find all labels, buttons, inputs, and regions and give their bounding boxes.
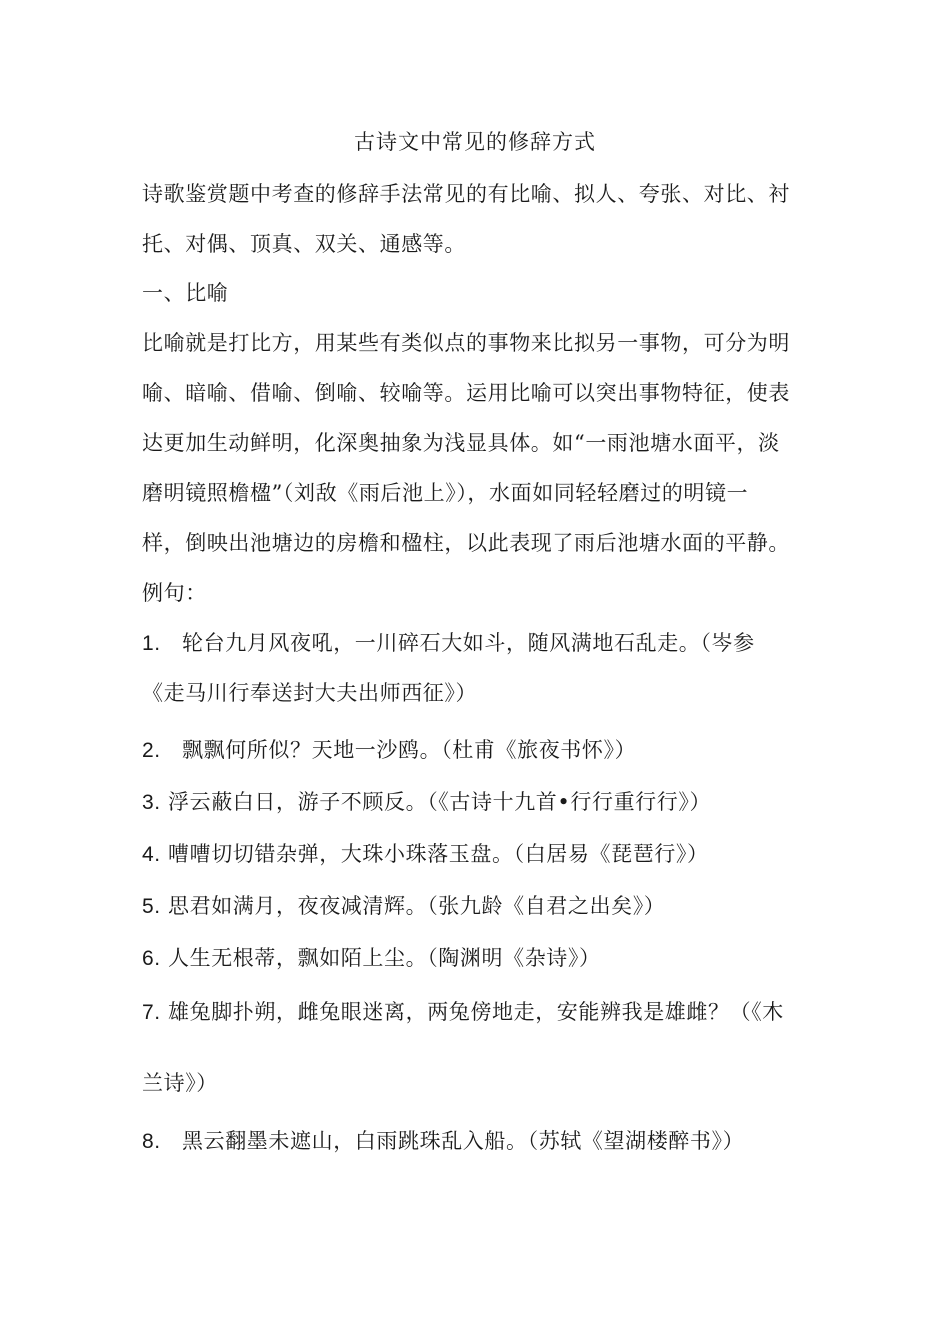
example-text: 飘飘何所似？天地一沙鸥。（杜甫《旅夜书怀》） [182, 738, 637, 762]
example-number: 2. [142, 739, 161, 762]
definition-line-2: 喻、暗喻、借喻、倒喻、较喻等。运用比喻可以突出事物特征，使表 [142, 381, 790, 405]
example-number: 5. [142, 895, 161, 918]
example-item-1 [142, 627, 755, 657]
example-text: 浮云蔽白日，游子不顾反。（《古诗十九首•行行重行行》） [168, 790, 712, 814]
example-number: 3. [142, 791, 161, 814]
example-text: 轮台九月风夜吼，一川碎石大如斗，随风满地石乱走。（岑参 [182, 631, 755, 655]
example-number: 4. [142, 843, 161, 866]
section-heading: 一、比喻 [142, 281, 229, 305]
definition-line-1: 比喻就是打比方，用某些有类似点的事物来比拟另一事物，可分为明 [142, 331, 790, 355]
example-number: 8. [142, 1130, 161, 1153]
page-title: 古诗文中常见的修辞方式 [354, 130, 596, 154]
definition-line-4: 磨明镜照檐楹”（刘敌《雨后池上》），水面如同轻轻磨过的明镜一 [142, 481, 749, 505]
example-number: 1. [142, 632, 161, 655]
example-text: 雄兔脚扑朔，雌兔眼迷离，两兔傍地走，安能辨我是雄雌？（《木 [168, 1000, 784, 1024]
example-item-5 [142, 890, 665, 920]
intro-line-2: 托、对偶、顶真、双关、通感等。 [142, 232, 466, 256]
definition-line-5: 样，倒映出池塘边的房檐和楹柱，以此表现了雨后池塘水面的平静。 [142, 531, 790, 555]
example-item-2 [142, 734, 636, 764]
example-item-1-continued: 《走马川行奉送封大夫出师西征》） [142, 681, 478, 705]
example-number: 7. [142, 1001, 161, 1024]
example-item-7-continued: 兰诗》） [142, 1071, 218, 1095]
example-text: 嘈嘈切切错杂弹，大珠小珠落玉盘。（白居易《琵琶行》） [168, 842, 709, 866]
example-item-7 [142, 996, 784, 1026]
example-item-6 [142, 942, 601, 972]
example-item-8 [142, 1125, 744, 1155]
examples-label: 例句： [142, 581, 207, 605]
intro-line-1: 诗歌鉴赏题中考查的修辞手法常见的有比喻、拟人、夸张、对比、衬 [142, 182, 790, 206]
example-item-4 [142, 838, 709, 868]
example-item-3 [142, 786, 711, 816]
example-text: 思君如满月，夜夜减清辉。（张九龄《自君之出矣》） [168, 894, 666, 918]
example-number: 6. [142, 947, 161, 970]
example-text: 人生无根蒂，飘如陌上尘。（陶渊明《杂诗》） [168, 946, 601, 970]
definition-line-3: 达更加生动鲜明，化深奥抽象为浅显具体。如“一雨池塘水面平，淡 [142, 431, 780, 455]
example-text: 黑云翻墨未遮山，白雨跳珠乱入船。（苏轼《望湖楼醉书》） [182, 1129, 745, 1153]
